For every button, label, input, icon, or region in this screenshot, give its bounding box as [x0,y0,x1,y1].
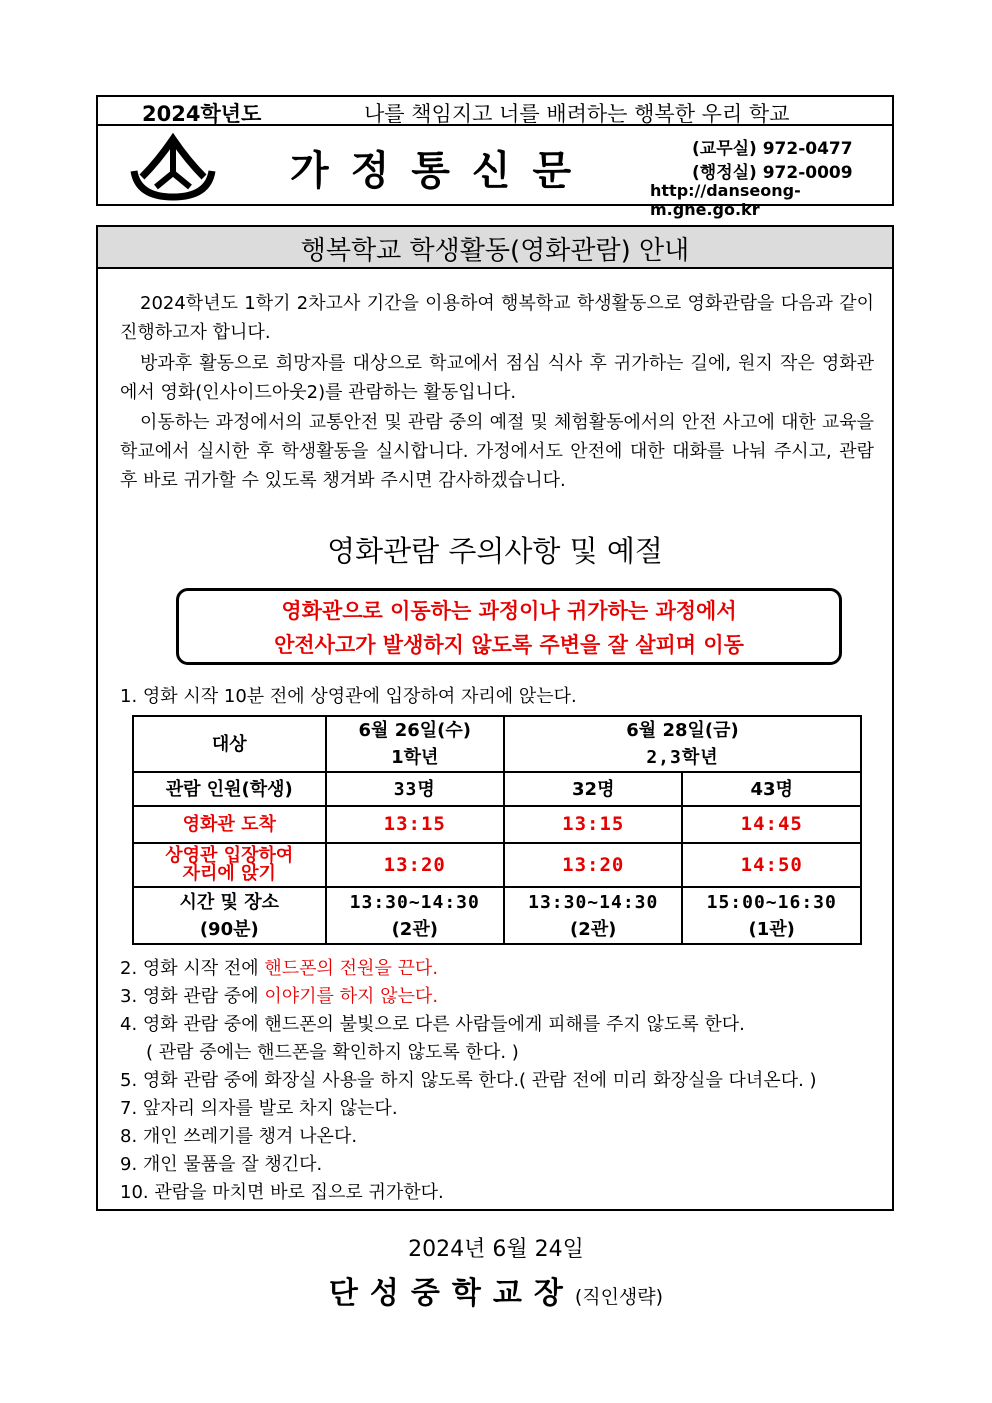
schedule-table [132,715,862,945]
principal-signature [0,1268,992,1312]
rule-9: 9. 개인 물품을 잘 챙긴다. [120,1154,323,1175]
rule-10: 10. 관람을 마치면 바로 집으로 귀가한다. [120,1182,444,1203]
school-motto: 나를 책임지고 너를 배려하는 행복한 우리 학교 [364,102,790,126]
contact-office-phone: (교무실) 972-0477 [692,139,853,159]
table-cell: 32명 [504,772,682,806]
table-cell: 14:45 [682,806,861,843]
section-title: 영화관람 주의사항 및 예절 [327,534,663,568]
safety-warning-box [176,588,842,665]
school-url-link[interactable]: http://danseong-m.gne.go.kr [650,181,801,219]
intro-paragraph-3: 이동하는 과정에서의 교통안전 및 관람 중의 예절 및 체험활동에서의 안전 사고에 대한 교육을 학교에서 실시한 후 학생활동을 실시합니다. 가정에서도 안전에 대한 대화를 나눠 주시고, 관람 후 바로 귀가할 수 있도록 챙겨봐 주시면 감사하겠습니다. [120,412,874,491]
intro-paragraph-2: 방과후 활동으로 희망자를 대상으로 학교에서 점심 식사 후 귀가하는 길에, 원지 작은 영화관에서 영화(인사이드아웃2)를 관람하는 활동입니다. [120,353,874,403]
table-cell: 영화관 도착 [133,806,326,843]
table-row [133,716,861,772]
newsletter-header [96,95,894,219]
rule-2-highlight: 핸드폰의 전원을 끈다. [264,958,439,979]
rule-7: 7. 앞자리 의자를 발로 차지 않는다. [120,1098,398,1119]
table-cell: 13:20 [504,843,682,887]
table-cell: 13:15 [326,806,504,843]
school-logo-icon [128,131,218,201]
rule-4-note: ( 관람 중에는 핸드폰을 확인하지 않도록 한다. ) [146,1042,519,1063]
grade-1: 1학년 [391,747,439,768]
hall-1: (2관) [391,918,438,940]
time-label-2: (90분) [199,918,259,940]
table-row [133,887,861,944]
table-row [133,843,861,887]
newsletter-title: 가정통신문 [290,148,594,194]
header-divider [98,124,892,126]
contact-admin-phone: (행정실) 972-0009 [692,163,853,183]
seating-label-1: 상영관 입장하여 [165,845,294,866]
table-cell [504,716,861,772]
table-cell: 33명 [326,772,504,806]
main-title: 행복학교 학생활동(영화관람) 안내 [300,236,690,266]
time-range-2: 13:30~14:30 [528,891,659,913]
date-1: 6월 26일(수) [358,720,471,741]
hall-3: (1관) [748,918,795,940]
table-cell: 관람 인원(학생) [133,772,326,806]
rule-2-text: 2. 영화 시작 전에 [120,958,265,979]
table-cell: 대상 [133,716,326,772]
intro-paragraph-1: 2024학년도 1학기 2차고사 기간을 이용하여 행복학교 학생활동으로 영화관람을 다음과 같이 진행하고자 합니다. [120,293,874,343]
table-cell [682,887,861,944]
rule-3 [120,982,438,1008]
table-cell: 43명 [682,772,861,806]
grade-2: 2,3학년 [646,747,719,768]
time-label-1: 시간 및 장소 [179,891,279,913]
table-cell [133,843,326,887]
table-cell [133,887,326,944]
table-row [133,772,861,806]
rule-2 [120,954,438,980]
seating-label-2: 자리에 앉기 [182,863,276,884]
main-content-box [96,225,894,1211]
table-cell [326,887,504,944]
rule-3-highlight: 이야기를 하지 않는다. [264,986,439,1007]
table-cell: 13:20 [326,843,504,887]
school-year: 2024학년도 [142,102,262,126]
table-row [133,806,861,843]
table-cell [326,716,504,772]
hall-2: (2관) [570,918,617,940]
table-cell: 14:50 [682,843,861,887]
issue-date: 2024년 6월 24일 [408,1237,584,1262]
date-2: 6월 28일(금) [626,720,739,741]
rule-8: 8. 개인 쓰레기를 챙겨 나온다. [120,1126,358,1147]
time-range-1: 13:30~14:30 [349,891,480,913]
table-cell: 13:15 [504,806,682,843]
seal-note: (직인생략) [574,1286,664,1308]
rule-5: 5. 영화 관람 중에 화장실 사용을 하지 않도록 한다.( 관람 전에 미리 화장실을 다녀온다. ) [120,1070,817,1091]
warning-line-2: 안전사고가 발생하지 않도록 주변을 잘 살피며 이동 [274,633,744,657]
rule-1: 1. 영화 시작 10분 전에 상영관에 입장하여 자리에 앉는다. [120,686,577,707]
main-title-bar [98,227,892,269]
principal-name: 단성중학교장 [328,1276,575,1311]
warning-line-1: 영화관으로 이동하는 과정이나 귀가하는 과정에서 [281,599,737,623]
time-range-3: 15:00~16:30 [706,891,837,913]
table-cell [504,887,682,944]
rule-3-text: 3. 영화 관람 중에 [120,986,265,1007]
rule-4: 4. 영화 관람 중에 핸드폰의 불빛으로 다른 사람들에게 피해를 주지 않도록 한다. [120,1014,745,1035]
